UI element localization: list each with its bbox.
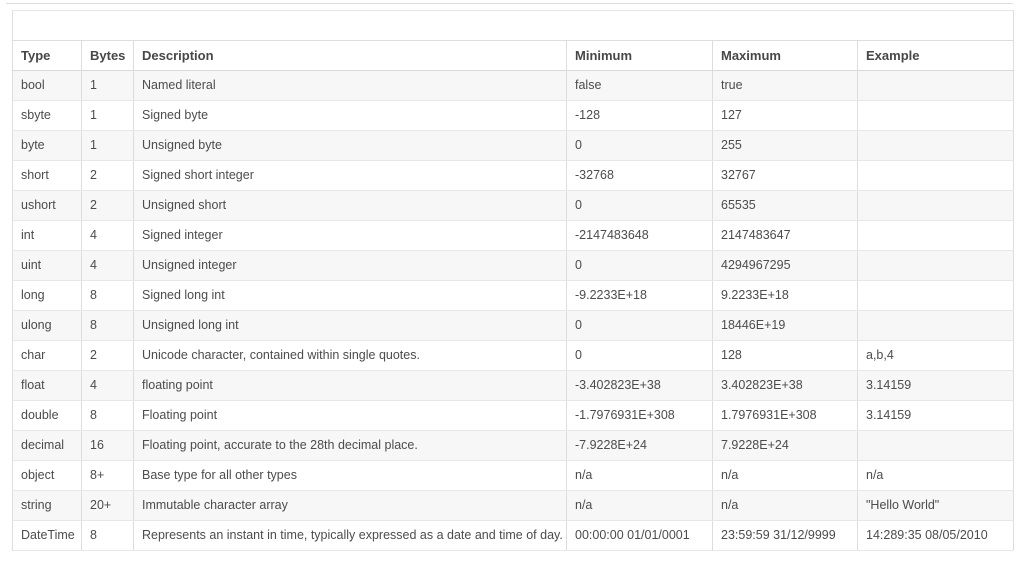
table-body [13,71,1014,551]
cell-double-example: 3.14159 [858,401,1014,431]
cell-short-bytes: 2 [82,161,134,191]
cell-decimal-minimum: -7.9228E+24 [567,431,713,461]
cell-DateTime-type: DateTime [13,521,82,551]
cell-DateTime-maximum: 23:59:59 31/12/9999 [713,521,858,551]
cell-ulong-bytes: 8 [82,311,134,341]
table-row-double [13,401,1014,431]
cell-char-description: Unicode character, contained within single quotes. [134,341,567,371]
cell-short-example [858,161,1014,191]
cell-int-type: int [13,221,82,251]
cell-decimal-bytes: 16 [82,431,134,461]
cell-decimal-maximum: 7.9228E+24 [713,431,858,461]
table-header-row [13,41,1014,71]
cell-short-minimum: -32768 [567,161,713,191]
cell-bool-minimum: false [567,71,713,101]
column-header-description: Description [134,41,567,71]
cell-float-maximum: 3.402823E+38 [713,371,858,401]
cell-ulong-description: Unsigned long int [134,311,567,341]
table-row-byte [13,131,1014,161]
cell-float-minimum: -3.402823E+38 [567,371,713,401]
column-header-type: Type [13,41,82,71]
cell-long-example [858,281,1014,311]
cell-ulong-minimum: 0 [567,311,713,341]
cell-object-bytes: 8+ [82,461,134,491]
cell-long-description: Signed long int [134,281,567,311]
cell-byte-type: byte [13,131,82,161]
cell-char-bytes: 2 [82,341,134,371]
table-row-long [13,281,1014,311]
cell-ushort-minimum: 0 [567,191,713,221]
cell-string-bytes: 20+ [82,491,134,521]
cell-byte-description: Unsigned byte [134,131,567,161]
cell-decimal-example [858,431,1014,461]
cell-object-minimum: n/a [567,461,713,491]
cell-char-maximum: 128 [713,341,858,371]
table-row-char [13,341,1014,371]
cell-sbyte-type: sbyte [13,101,82,131]
cell-object-example: n/a [858,461,1014,491]
cell-uint-bytes: 4 [82,251,134,281]
column-header-maximum: Maximum [713,41,858,71]
cell-uint-minimum: 0 [567,251,713,281]
table-row-string [13,491,1014,521]
cell-sbyte-maximum: 127 [713,101,858,131]
cell-byte-bytes: 1 [82,131,134,161]
cell-short-type: short [13,161,82,191]
cell-int-description: Signed integer [134,221,567,251]
cell-DateTime-description: Represents an instant in time, typically expressed as a date and time of day. [134,521,567,551]
cell-byte-maximum: 255 [713,131,858,161]
cell-double-minimum: -1.7976931E+308 [567,401,713,431]
cell-uint-example [858,251,1014,281]
table-row-decimal [13,431,1014,461]
table-caption-cell [13,11,1014,41]
cell-byte-minimum: 0 [567,131,713,161]
cell-decimal-description: Floating point, accurate to the 28th decimal place. [134,431,567,461]
cell-uint-description: Unsigned integer [134,251,567,281]
cell-int-example [858,221,1014,251]
cell-byte-example [858,131,1014,161]
cell-long-bytes: 8 [82,281,134,311]
table-row-float [13,371,1014,401]
table-row-ulong [13,311,1014,341]
cell-double-description: Floating point [134,401,567,431]
cell-bool-example [858,71,1014,101]
cell-float-type: float [13,371,82,401]
cell-float-example: 3.14159 [858,371,1014,401]
cell-uint-maximum: 4294967295 [713,251,858,281]
cell-object-description: Base type for all other types [134,461,567,491]
cell-DateTime-minimum: 00:00:00 01/01/0001 [567,521,713,551]
cell-object-maximum: n/a [713,461,858,491]
cell-sbyte-minimum: -128 [567,101,713,131]
cell-double-maximum: 1.7976931E+308 [713,401,858,431]
cell-decimal-type: decimal [13,431,82,461]
cell-float-bytes: 4 [82,371,134,401]
table-row-int [13,221,1014,251]
cell-char-type: char [13,341,82,371]
cell-float-description: floating point [134,371,567,401]
data-types-table [12,10,1014,551]
cell-char-example: a,b,4 [858,341,1014,371]
cell-double-type: double [13,401,82,431]
column-header-minimum: Minimum [567,41,713,71]
cell-short-description: Signed short integer [134,161,567,191]
top-divider-rule [6,3,1013,4]
cell-string-type: string [13,491,82,521]
cell-ulong-type: ulong [13,311,82,341]
cell-string-minimum: n/a [567,491,713,521]
cell-bool-maximum: true [713,71,858,101]
cell-ushort-bytes: 2 [82,191,134,221]
cell-string-maximum: n/a [713,491,858,521]
cell-short-maximum: 32767 [713,161,858,191]
column-header-example: Example [858,41,1014,71]
cell-DateTime-example: 14:289:35 08/05/2010 [858,521,1014,551]
cell-double-bytes: 8 [82,401,134,431]
cell-sbyte-description: Signed byte [134,101,567,131]
cell-uint-type: uint [13,251,82,281]
table-row-DateTime [13,521,1014,551]
cell-string-description: Immutable character array [134,491,567,521]
table-row-object [13,461,1014,491]
cell-int-minimum: -2147483648 [567,221,713,251]
cell-long-maximum: 9.2233E+18 [713,281,858,311]
cell-char-minimum: 0 [567,341,713,371]
cell-int-bytes: 4 [82,221,134,251]
cell-bool-type: bool [13,71,82,101]
cell-long-type: long [13,281,82,311]
cell-object-type: object [13,461,82,491]
cell-bool-bytes: 1 [82,71,134,101]
column-header-bytes: Bytes [82,41,134,71]
table-row-ushort [13,191,1014,221]
table-row-uint [13,251,1014,281]
cell-sbyte-bytes: 1 [82,101,134,131]
cell-sbyte-example [858,101,1014,131]
cell-ulong-maximum: 18446E+19 [713,311,858,341]
cell-string-example: "Hello World" [858,491,1014,521]
cell-ushort-type: ushort [13,191,82,221]
table-row-sbyte [13,101,1014,131]
cell-ushort-example [858,191,1014,221]
cell-long-minimum: -9.2233E+18 [567,281,713,311]
table-caption-row [13,11,1014,41]
cell-int-maximum: 2147483647 [713,221,858,251]
table-row-bool [13,71,1014,101]
cell-ushort-maximum: 65535 [713,191,858,221]
table-row-short [13,161,1014,191]
cell-bool-description: Named literal [134,71,567,101]
cell-ushort-description: Unsigned short [134,191,567,221]
cell-DateTime-bytes: 8 [82,521,134,551]
cell-ulong-example [858,311,1014,341]
